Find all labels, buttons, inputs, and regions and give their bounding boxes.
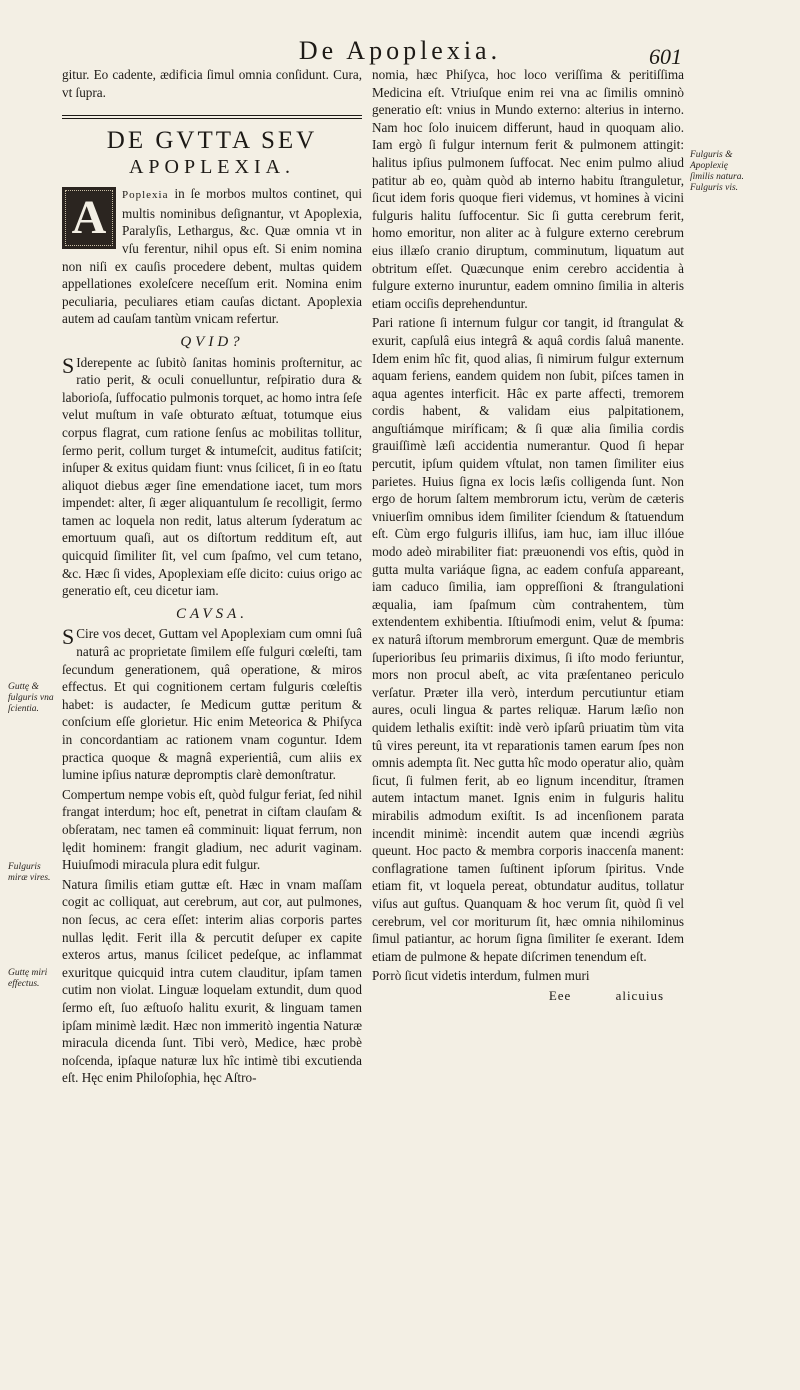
right-column	[372, 66, 684, 1004]
marginal-note-left-3: Guttę miri effectus.	[8, 968, 48, 989]
causa-initial: S	[62, 624, 75, 650]
intro-paragraph	[62, 185, 362, 328]
section-rule-thin	[62, 118, 362, 119]
chapter-subtitle: APOPLEXIA.	[128, 156, 296, 179]
section-heading-quid: QVID?	[180, 333, 244, 350]
section-rule	[62, 115, 362, 116]
page-footer	[372, 987, 684, 1005]
right-paragraph-2: Pari ratione ſi internum fulgur cor tangit, id ſtrangulat & exurit, capſulâ eius integrâ & aquâ cordis ſaluâ manente. Idem enim hîc fit, quod alias, ſi nimirum fulgur externum aquam feriens, eandem quidem non ſubit, piſces tamen in aqua agentes interficit. Hâc ex parte affecti, tremorem cordis habent, & validam eius palpitationem, anguſtiámque miríficam; & ſi quæ alia ſimilia cordis grauiſſimè læſi accidentia numerantur. Quod ſi hepar percutit, ipſum quidem vſtulat, non tamen ſimiliter eius parietes. Huius ſigna ex locis læſis colligenda ſunt. Non ergo de horum ſaltem membrorum ictu, verùm de cæteris vniuerſim omnibus idem ſimiliter ſciendum & ſtatuendum eſt. Cùm ergo fulguris illiſus, iam huc, iam illuc illóue modo adeò mirabiliter fiat: præuonendi vos eſtis, quòd in gutta multa variáque ſigna, ac eadem confuſa appareant, iam caduco ſimilia, iam oppreſſioni & ſtrangulationi æqualia, iam ſpaſmum cùm contrahentem, tùm extendentem exhibentia. Iſtiuſmodi enim, velut & ſpuma: ex naturâ iſtorum membrorum emergunt. Quæ de membris ſuperioribus ſeu primariis diximus, ſi iſto modo feriuntur, mors non procul abeſt, ac vita præſentaneo periculo verſatur. Præter illa verò, interdum percutiuntur etiam aures, oculi lingua & partes reliquæ. Harum læſio non quidem lethalis exiſtit: indè verò ipſarû priuatim tùm vita tû vires pereunt, ita vt reparationis tamen earum ſpes non omnis adempta ſit. Nec gutta hîc modo operatur alio, quàm ſicut, ſi fulmen ferit, ab eo lignum incenditur, ſtramen autem intactum manet. Ignis enim in fulguris halitu mirabilis admodum exiſtit. Is ad incenſionem parata incendit minimè: incendit autem quæ incendi ægriùs queunt. Hoc pacto & membra corporis inaccenſa manent: conflagratione tamen ſuſtinent ipſorum ſpiritus. Vnde etiam fit, vt loquela pereat, obtundatur auditus, tollatur viſus aut guſtus. Quanquam & hoc verum ſit, quòd ſi vel cerebrum, vel cor moriturum ſit, hæc omnia nihilominus ſimul patiantur, ac horum ſigna ſimiliter ſe exerant. Idem etiam de pulmone & hepate diſcrimen tenendum eſt.	[372, 315, 684, 964]
left-column	[62, 66, 362, 1089]
right-paragraph-1: nomia, hæc Phiſyca, hoc loco veriſſima & peritiſſima Medicina eſt. Vtriuſque enim rei vna ac ſimilis omninò generatio eſt: vnius in Mundo externo: alterius in interno. Nam hoc ſolo inuicem differunt, haud in quoquam alio. Iam ergò ſi fulgur internum ferit & pulmonem attingit: halitus ipſius pulmonem ſuffocat. Nec enim pulmo aliud patitur ab eo, quàm quòd ab interno habitu ſtranguletur, ſicut idem foris quoque fieri videmus, vt homines à vicini fulguris halitu ſuffocentur. Sic ſi gutta cerebrum ferit, homo emoritur, non aliter ac à fulgure externo cerebrum eius illæſo cranio diruptum, comminutum, liquatum aut obtritum eſſet. Quæcunque enim cerebro accidentia à fulgure externo inuruntur, eadem omnino ſimilia in alteris etiam occiſis deprehenduntur.	[372, 67, 684, 311]
marginal-note-right: Fulguris & Apoplexię ſimilis natura. Fulguris vis.	[690, 150, 744, 193]
right-paragraph-3: Porrò ſicut videtis interdum, fulmen muri	[372, 968, 590, 984]
decorated-initial: A	[62, 187, 116, 249]
causa-paragraph	[62, 625, 362, 783]
opening-text: gitur. Eo cadente, ædificia ſimul omnia conſidunt. Cura, vt ſupra.	[62, 67, 362, 100]
chapter-title: DE GVTTA SEV	[106, 127, 318, 155]
left-paragraph-3: Natura ſimilis etiam guttæ eſt. Hæc in vnam maſſam cogit ac colliquat, aut cerebrum, aut cor, aut pulmones, non ſecus, ac cera eſſet: interim alias corporis partes nullas lędit. Ferit illa & percutit deſuper ex capite exteros artus, manus ſcilicet pedeſque, ac inflammat exuritque quicquid intra cutem clauditur, ipſam tamen cutim non violat. Linguæ loquelam extundit, dum quod ſermo eſt, ſuo æſtuoſo halitu exurit, & linguam tamen ipſam minimè lædit. Hæc non immeritò ingentia Naturæ miracula dicenda ſunt. Tibi verò, Medice, hæc probè noſcenda, ipſaque naturæ lux hîc intimè tibi excutienda eſt. Hęc enim Philoſophia, hęc Aſtro-	[62, 876, 362, 1086]
running-head: De Apoplexia.	[298, 36, 502, 65]
section-heading-causa: CAVSA.	[176, 605, 248, 622]
intro-text: in ſe morbos multos continet, qui multis nominibus deſignantur, vt Apoplexia, Paralyſis, Lethargus, &c. Quæ omnia vt in vſu ferentur, nihil opus eſt. Si enim nomina non niſi ex cauſis procedere debent, multas quidem appellationes exoleſcere neceſſum erit. Nomina enim peculiaria, peculiares etiam cauſas dictant. Apoplexia autem ad cauſam tantùm vnicam refertur.	[62, 186, 362, 327]
quid-paragraph	[62, 354, 362, 600]
left-paragraph-2: Compertum nempe vobis eſt, quòd fulgur feriat, ſed nihil frangat interdum; hoc eſt, penetrat in ciſtam clauſam & obſeratam, nec tamen eâ comminuit: liquat ferrum, non lędit hominem: frangit gladium, nec adurit vaginam. Huiuſmodi miracula plura edit fulgur.	[62, 786, 362, 873]
quid-initial: S	[62, 352, 75, 378]
marginal-note-left-2: Fulguris miræ vires.	[8, 862, 51, 883]
quid-text: Iderepente ac ſubitò ſanitas hominis proſternitur, ac ratio perit, & oculi conuelluntur, reſpiratio dura & laborioſa, ſuffocatio pulmonis torquet, ac homo intra ſeſe velut muſtum in vaſe obturato æſtuat, totumque eius corpus flagrat, cum ratione ſenſus ac mobilitas tollitur, ſermo perit, collum turget & intumeſcit, auditus fatiſcit; inſuper & exitus quidam fiunt: vnus ſcilicet, ſi in eo ſtatu aliquot diebus æger ſine emendatione iacet, tum mors impendet: alter, ſi æger aliquantulum ſe recolligit, ſermo tamen ac loquela non redit, latus alterum ſyderatum ac emortuum quaſi, aut os diſtortum redditum eſt, aut quicquid ſimiliter ſit, vel cum ſpaſmo, vel cum tetano, &c. Hæc ſi vides, Apoplexiam eſſe dicito: cuius origo ac generatio eſt, ceu dicetur iam.	[62, 354, 362, 599]
intro-smallcap: Poplexia	[122, 189, 169, 202]
signature-mark: Eee	[548, 987, 572, 1003]
page-number: 601	[649, 44, 682, 69]
causa-text: Cire vos decet, Guttam vel Apoplexiam cum omni ſuâ naturâ ac proprietate ſimilem eſſe fulguri cœleſti, tam ſecundum generationem, quâ operatione, & miros effectus. Et qui cognitionem certam fulguris cœleſtis habet: is audacter, ſe Medicum guttæ peritum & conſcium eſſe glorietur. Hic enim Meteorica & Phiſyca in concordantiam ac rationem vnam coguntur. Idem practica quoque & magnâ experientiâ, cum aliis ex lumine ipſius naturæ depromptis clarè demonſtratur.	[62, 626, 362, 783]
marginal-note-left-1: Guttę & fulguris vna ſcientia.	[8, 682, 54, 714]
catchword: alicuius	[615, 987, 664, 1003]
